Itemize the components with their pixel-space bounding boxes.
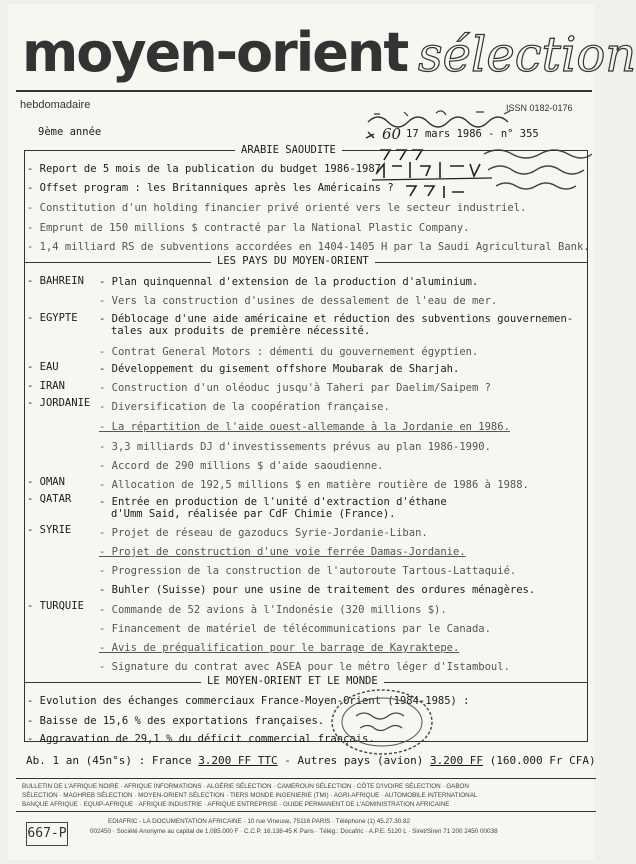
country-oman: - OMAN [27,476,65,488]
issue-date: 17 mars 1986 - n° 355 [406,128,539,140]
turquie-item-2: - Financement de matériel de télécommunications par le Canada. [99,623,491,635]
bahrein-item-2: - Vers la construction d'usines de dessalement de l'eau de mer. [99,295,498,307]
round-stamp-image [326,684,438,760]
turquie-item-3: - Avis de préqualification pour le barrage de Kayraktepe. [99,642,460,654]
subscription-other-price: 3.200 FF [430,754,483,767]
oman-item-1: - Allocation de 192,5 millions $ en matière routière de 1986 à 1988. [99,479,529,491]
eau-item-1: - Développement du gisement offshore Moubarak de Sharjah. [99,363,460,375]
section-title-arabie: ARABIE SAOUDITE [235,144,342,156]
syrie-item-1: - Projet de réseau de gazoducs Syrie-Jordanie-Liban. [99,527,428,539]
country-bahrein: - BAHREIN [27,275,84,287]
country-turquie: - TURQUIE [27,600,84,612]
issn: ISSN 0182-0176 [506,103,573,113]
periodicity: hebdomadaire [20,99,91,111]
publications-line-3: BANQUE AFRIQUE · EQUIP-AFRIQUE · AFRIQUE INDUSTRIE · AFRIQUE ENTREPRISE · GUIDE PERMANENT DE L'ADMINISTRATION AFRICAINE [22,801,450,808]
section-title-pays: LES PAYS DU MOYEN-ORIENT [211,255,375,267]
arabie-item-5: - 1,4 milliard RS de subventions accordées en 1404-1405 H par la Saudi Agricultural Bank. [27,241,590,253]
arabie-item-1: - Report de 5 mois de la publication du budget 1986-1987. [27,163,388,175]
syrie-item-4: - Buhler (Suisse) pour une usine de traitement des ordures ménagères. [99,584,536,596]
publications-line-2: SÉLECTION · MAGHREB SÉLECTION · MOYEN-ORIENT SÉLECTION · TIERS MONDE INGENIERIE (TMI) · AGRI-AFRIQUE · AUTOMOBILE INTERNATIONAL [22,792,478,799]
masthead [22,21,636,92]
country-eau: - EAU [27,361,59,373]
egypte-item-2: - Contrat General Motors : démenti du gouvernement égyptien. [99,346,479,358]
summary-box [24,144,590,745]
monde-item-2: - Baisse de 15,6 % des exportations françaises. [27,715,325,727]
country-egypte: - EGYPTE [27,312,78,324]
subscription-prefix: Ab. 1 an (45n°s) : France [26,754,199,767]
page-code: 667-P [26,822,68,846]
syrie-item-3: - Progression de la construction de l'autoroute Tartous-Lattaquié. [99,565,517,577]
jordanie-item-1: - Diversification de la coopération française. [99,401,390,413]
subscription-line [26,754,596,767]
handwritten-number: 60 [382,125,402,143]
section-title-monde: LE MOYEN-ORIENT ET LE MONDE [201,675,384,687]
subscription-middle: - Autres pays (avion) [277,754,430,767]
year-label: 9ème année [38,126,102,138]
masthead-title: moyen-orient [22,21,408,84]
iran-item-1: - Construction d'un oléoduc jusqu'à Taheri par Daelim/Saipem ? [99,382,491,394]
subscription-france-price: 3.200 FF TTC [198,754,278,767]
egypte-item-1: - Déblocage d'une aide américaine et réduction des subventions gouvernemen- [99,313,574,325]
document-page [8,4,636,860]
masthead-subtitle: sélection [418,27,636,83]
qatar-item-1: - Entrée en production de l'unité d'extraction d'éthane [99,496,447,508]
publisher-line: EDIAFRIC - LA DOCUMENTATION AFRICAINE · 10 rue Vineuse, 75116 PARIS · Téléphone (1) 45.27.30.82 [108,818,411,825]
bahrein-item-1: - Plan quinquennal d'extension de la production d'aluminium. [99,276,479,288]
jordanie-item-4: - Accord de 290 millions $ d'aide saoudienne. [99,460,384,472]
footer-publications [16,778,596,812]
legal-line: 002450 · Société Anonyme au capital de 1.085.000 F · C.C.P. 16.138-45 K Paris · Télég.: Docafric · A.P.E. 5120 L · Siret/Siren 71 200 2450 00038 [90,828,498,835]
country-syrie: - SYRIE [27,524,72,536]
syrie-item-2: - Projet de construction d'une voie ferrée Damas-Jordanie. [99,546,466,558]
arabie-item-2: - Offset program : les Britanniques après les Américains ? [27,182,394,194]
arabie-item-4: - Emprunt de 150 millions $ contracté par la National Plastic Company. [27,222,470,234]
monde-item-1: - Evolution des échanges commerciaux France-Moyen-Orient (1984-1985) : [27,695,470,707]
country-qatar: - QATAR [27,493,72,505]
header-rule [16,90,592,92]
turquie-item-1: - Commande de 52 avions à l'Indonésie (320 millions $). [99,604,447,616]
subscription-suffix: (160.000 Fr CFA) [482,754,596,767]
jordanie-item-2: - La répartition de l'aide ouest-allemande à la Jordanie en 1986. [99,421,510,433]
monde-item-3: - Aggravation de 29,1 % du déficit commercial français. [27,733,375,745]
country-jordanie: - JORDANIE [27,397,91,409]
arabie-item-3: - Constitution d'un holding financier privé orienté vers le secteur industriel. [27,202,527,214]
qatar-item-1b: d'Umm Said, réalisée par CdF Chimie (France). [111,508,396,520]
country-iran: - IRAN [27,380,65,392]
jordanie-item-3: - 3,3 milliards DJ d'investissements prévus au plan 1986-1990. [99,441,491,453]
egypte-item-1b: tales aux produits de première nécessité. [111,325,371,337]
turquie-item-4: - Signature du contrat avec ASEA pour le métro léger d'Istamboul. [99,661,510,673]
publications-line-1: BULLETIN DE L'AFRIQUE NOIRE · AFRIQUE INFORMATIONS · ALGÉRIE SÉLECTION · CAMEROUN SÉLECTION · CÔTE D'IVOIRE SÉLECTION · GABON [22,783,469,790]
